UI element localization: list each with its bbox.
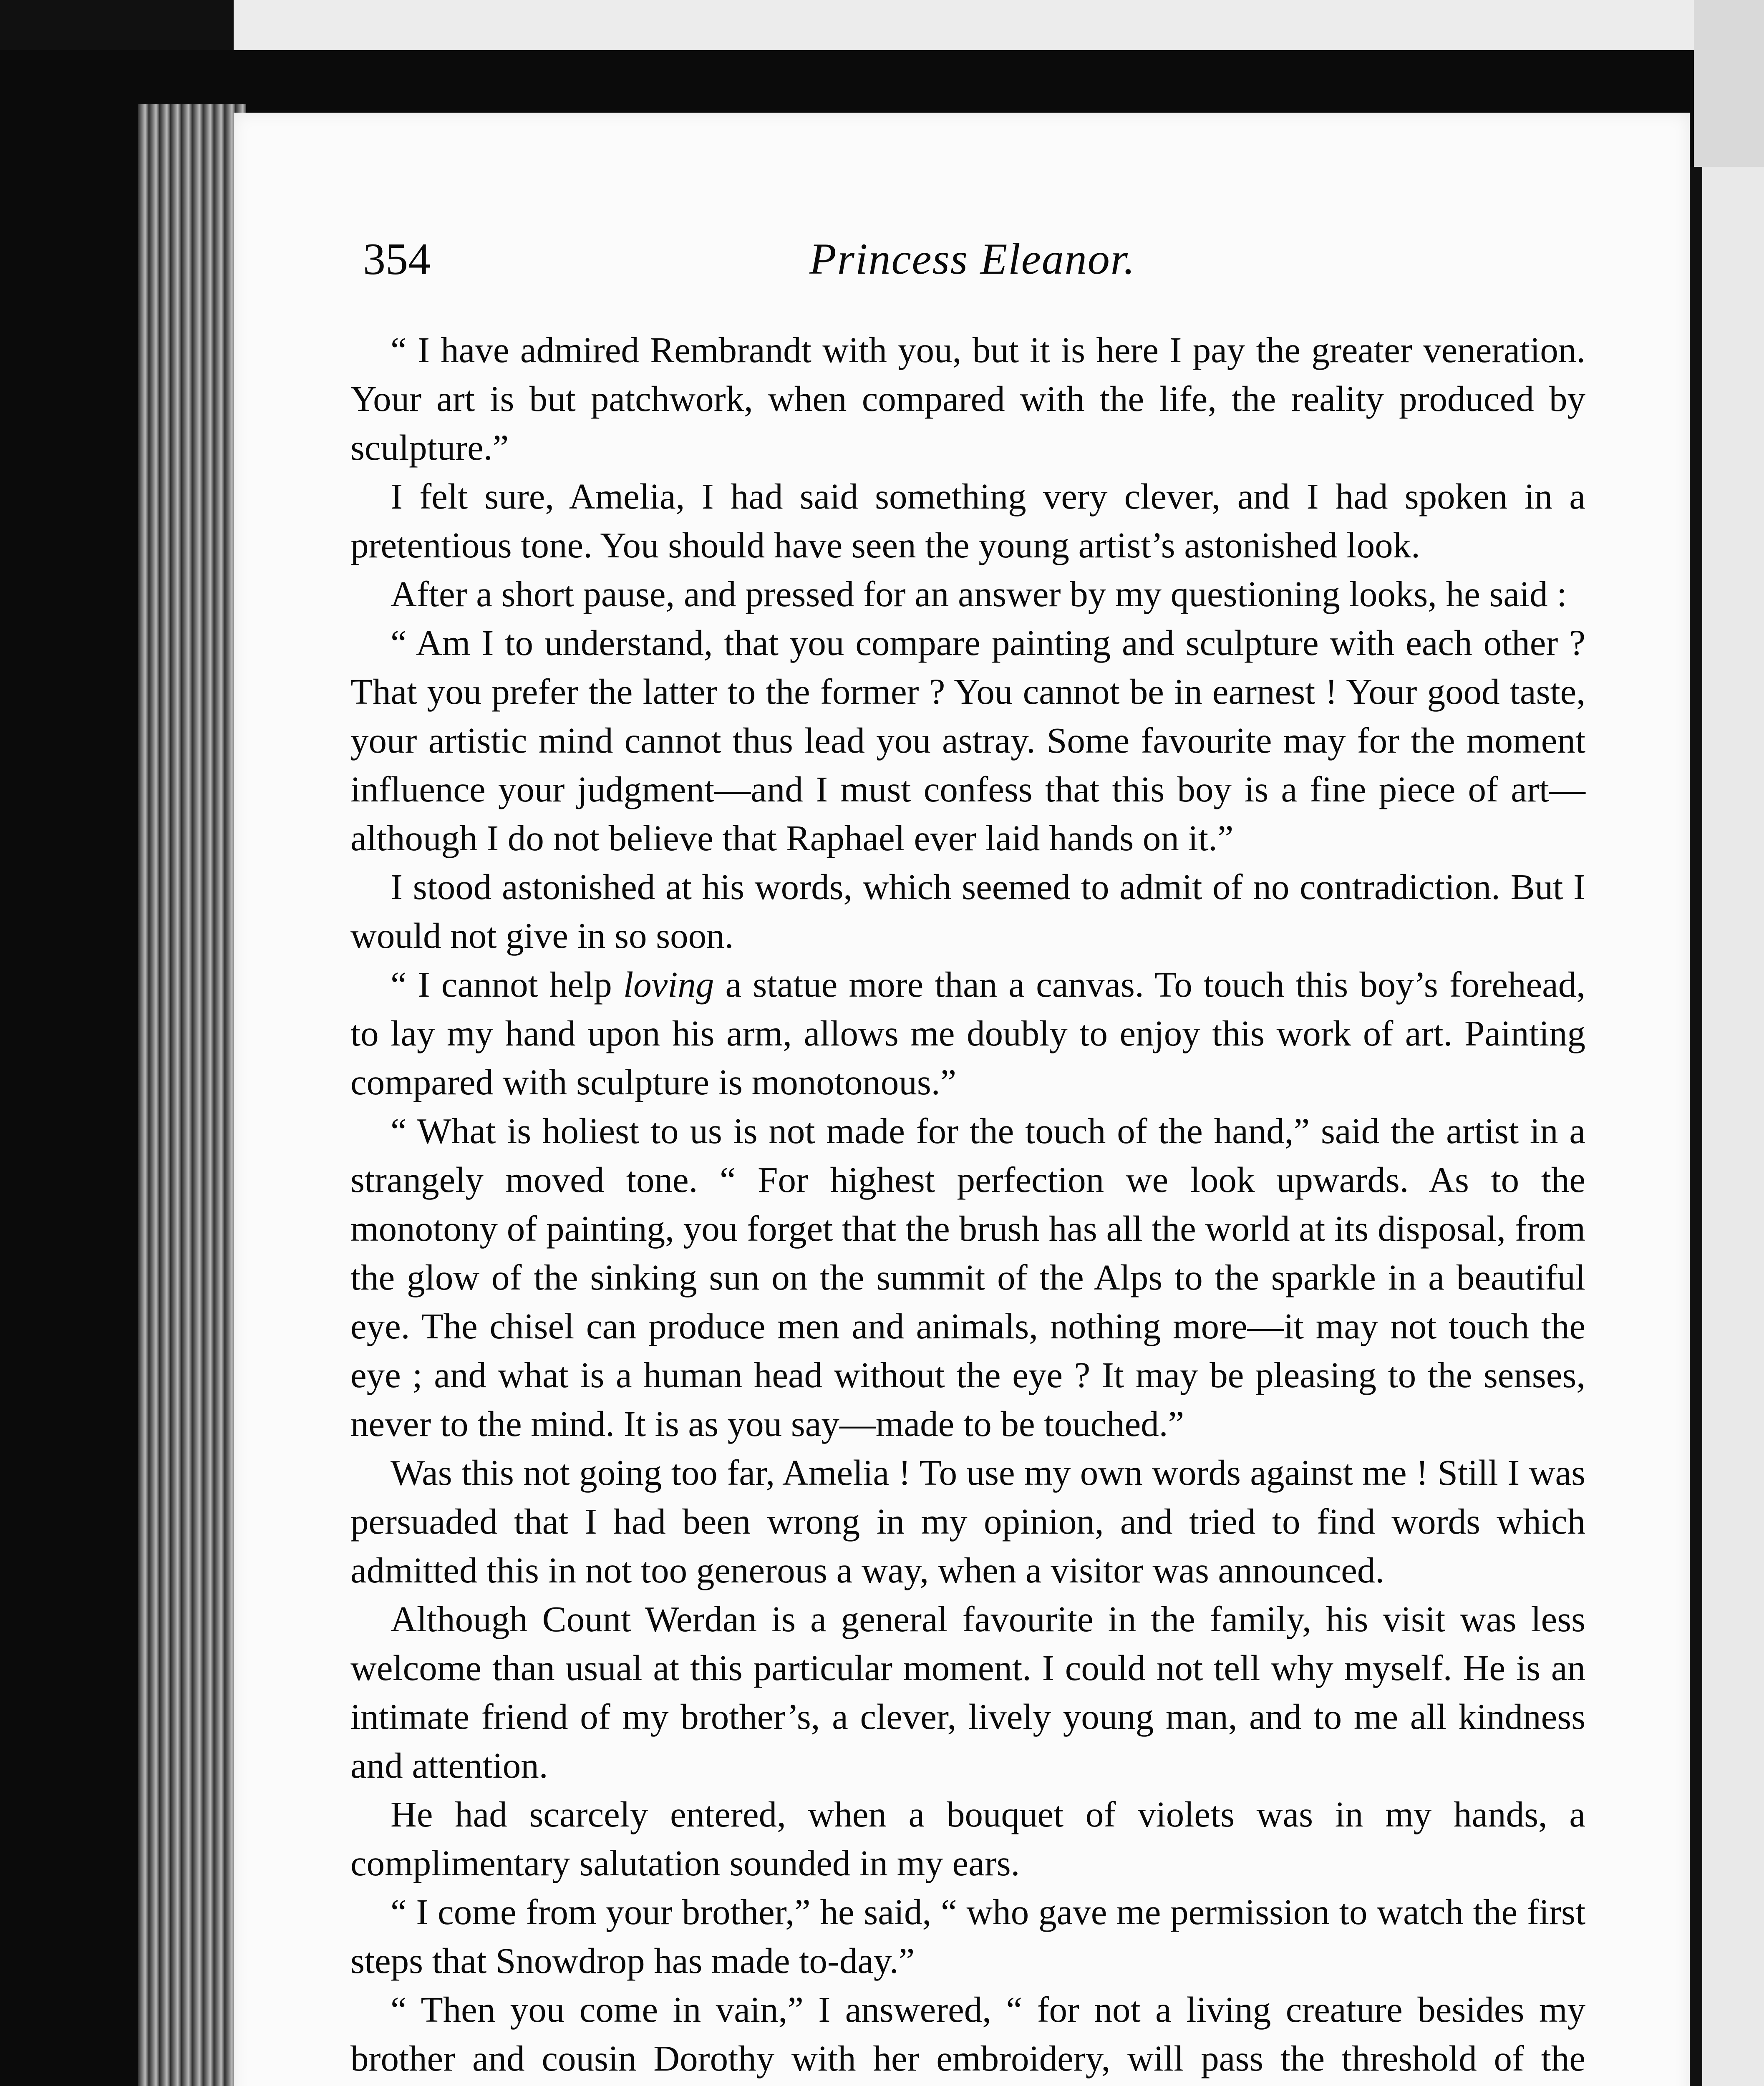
paragraph: Although Count Werdan is a general favourite in the family, his visit was less welcome than usual at this particular moment. I could not tell why myself. He is an intimate friend of my brother’s, a clever, lively young man, and to me all kindness and attention. [350, 1599, 1585, 1786]
scan-top-strip [0, 0, 1764, 50]
paragraph: “ I have admired Rembrandt with you, but it is here I pay the greater veneration. Your art is but patchwork, when compared with the life, the reality produced by sculpture.” [350, 330, 1585, 468]
body-text [350, 325, 1585, 2086]
scan-right-gutter [1690, 167, 1702, 2086]
paragraph: “ I come from your brother,” he said, “ who gave me permission to watch the first steps that Snowdrop has made to-day.” [350, 1892, 1585, 1981]
book-page-edges [138, 104, 246, 2086]
page-number: 354 [363, 234, 431, 284]
paragraph: “ Am I to understand, that you compare painting and sculpture with each other ? That you prefer the latter to the former ? You cannot be in earnest ! Your good taste, your artistic mind cannot thus lead you astray. Some favourite may for the moment influence your judgment—and I must confess that this boy is a fine piece of art—although I do not believe that Raphael ever laid hands on it.” [350, 622, 1585, 858]
paragraph-text: “ I cannot help [391, 964, 623, 1005]
paragraph: “ What is holiest to us is not made for the touch of the hand,” said the artist in a strangely moved tone. “ For highest perfection we look upwards. As to the monotony of painting, you forget that the brush has all the world at its disposal, from the glow of the sinking sun on the summit of the Alps to the sparkle in a beautiful eye. The chisel can produce men and animals, nothing more—it may not touch the eye ; and what is a human head without the eye ? It may be pleasing to the senses, never to the mind. It is as you say—made to be touched.” [350, 1111, 1585, 1444]
paragraph [350, 960, 1585, 1106]
paragraph-text: a statue more than a canvas. To touch this boy’s forehead, to lay my hand upon his arm, allows me doubly to enjoy this work of art. Painting compared with sculpture is monotonous.” [350, 964, 1585, 1102]
scan-right-band [1702, 167, 1764, 2086]
paragraph: I stood astonished at his words, which seemed to admit of no contradiction. But I would not give in so soon. [350, 867, 1585, 956]
italic-word: loving [623, 964, 714, 1005]
scan-top-right [1694, 0, 1764, 175]
running-title: Princess Eleanor. [809, 234, 1136, 283]
scan-top-shadow [0, 0, 234, 50]
paragraph: “ Then you come in vain,” I answered, “ for not a living creature besides my brother and cousin Dorothy with her embroidery, will pass the threshold of the [350, 1989, 1585, 2078]
paragraph: Was this not going too far, Amelia ! To use my own words against me ! Still I was persuaded that I had been wrong in my opinion, and tried to find words which admitted this in not too generous a way, when a visitor was announced. [350, 1452, 1585, 1590]
paragraph: After a short pause, and pressed for an answer by my questioning looks, he said : [391, 574, 1567, 614]
paragraph: He had scarcely entered, when a bouquet of violets was in my hands, a complimentary salutation sounded in my ears. [350, 1794, 1585, 1883]
paragraph: I felt sure, Amelia, I had said something very clever, and I had spoken in a pretentious tone. You should have seen the young artist’s astonished look. [350, 476, 1585, 565]
